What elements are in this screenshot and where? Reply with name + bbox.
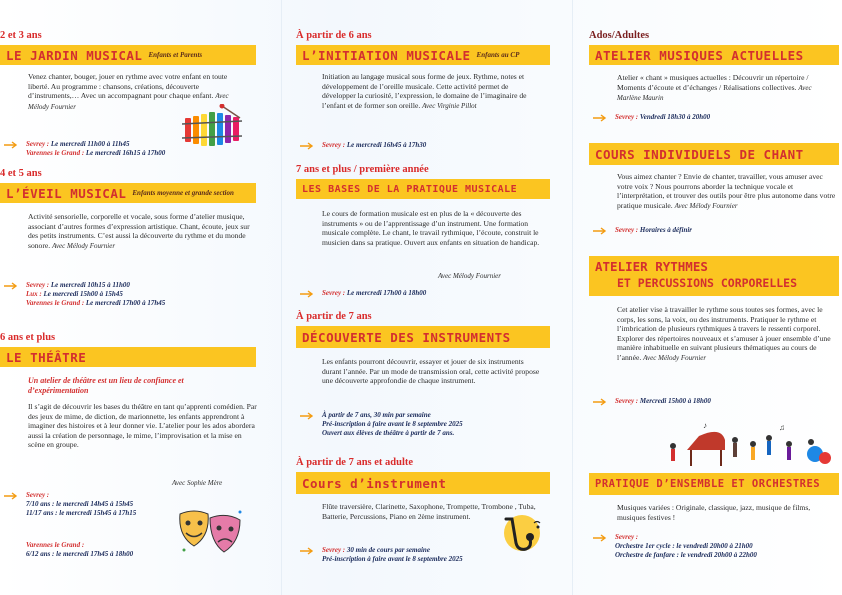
instructor-credit: Avec Mélody Fournier bbox=[674, 201, 738, 210]
schedule: Sevrey : 30 min de cours par semaine Pré-inscription à faire avant le 8 septembre 2025 bbox=[322, 546, 463, 563]
schedule: Sevrey : Le mercredi 16h45 à 17h30 bbox=[322, 141, 427, 149]
section-body: Cet atelier vise à travailler le rythme sous toutes ses formes, avec le corps, les sons, la voix, ou des instruments. Pratiquer le rythme et l’imbrication de plusieurs rythmiques à travers le ressenti corporel. Explorer des répertoires nouveaux et s’amuser à jouer ensemble d’une manière inhabituelle en suivant plusieurs thématiques au cours de l’année. Avec Mélody Fournier bbox=[617, 305, 831, 362]
schedule: Sevrey : Horaires à définir bbox=[615, 226, 693, 234]
panel-divider bbox=[281, 0, 282, 595]
section-subtitle: Enfants moyenne et grande section bbox=[132, 189, 234, 197]
column-middle bbox=[292, 0, 554, 595]
instructor-credit: Avec Sophie Mère bbox=[172, 479, 223, 487]
schedule: Varennes le Grand : 6/12 ans : le mercredi 17h45 à 18h00 bbox=[26, 541, 134, 558]
schedule: Sevrey : Le mercredi 11h00 à 11h45 Varennes le Grand : Le mercredi 16h15 à 17h00 bbox=[26, 140, 166, 157]
section-body: Flûte traversière, Clarinette, Saxophone, Trompette, Trombone , Tuba, Batterie, Percussions, Piano en 2ème instrument. bbox=[322, 502, 536, 521]
arrow-right-icon bbox=[593, 534, 607, 542]
column-right bbox=[585, 0, 842, 595]
section-body: Activité sensorielle, corporelle et vocale, sous forme d’atelier musique, associant d’autres formes d’expression artistique. Chant, écoute, jeux sur des petits instruments. C’est aussi la découverte du rythme et du monde sonore. Avec Mélody Fournier bbox=[28, 212, 250, 250]
section-title: ATELIER MUSIQUES ACTUELLES bbox=[595, 47, 804, 63]
section-title: DÉCOUVERTE DES INSTRUMENTS bbox=[302, 329, 511, 345]
orchestra-musicians-icon bbox=[665, 420, 835, 472]
section-title-band bbox=[296, 326, 550, 348]
arrow-right-icon bbox=[4, 282, 18, 290]
section-title-band bbox=[296, 472, 550, 494]
age-label: 6 ans et plus bbox=[0, 332, 56, 343]
arrow-right-icon bbox=[300, 547, 314, 555]
section-title-band bbox=[0, 183, 256, 203]
arrow-right-icon bbox=[300, 142, 314, 150]
age-label: 2 et 3 ans bbox=[0, 30, 42, 41]
arrow-right-icon bbox=[300, 290, 314, 298]
section-title: Cours d’instrument bbox=[302, 475, 447, 491]
arrow-right-icon bbox=[300, 412, 314, 420]
section-title: LE JARDIN MUSICAL bbox=[6, 47, 143, 63]
section-intro: Un atelier de théâtre est un lieu de confiance et d’expérimentation bbox=[28, 376, 184, 395]
arrow-right-icon bbox=[4, 141, 18, 149]
xylophone-icon bbox=[182, 104, 246, 154]
section-title-band bbox=[0, 45, 256, 65]
section-title: LES BASES DE LA PRATIQUE MUSICALE bbox=[302, 183, 518, 195]
instructor-credit: Avec Virginie Pillot bbox=[422, 101, 477, 110]
age-label: Ados/Adultes bbox=[589, 30, 650, 41]
column-left bbox=[0, 0, 270, 595]
section-title: LE THÉÂTRE bbox=[6, 349, 87, 365]
age-label: À partir de 7 ans et adulte bbox=[296, 457, 414, 468]
section-body: Venez chanter, bouger, jouer en rythme avec votre enfant en toute liberté. Au programme : chansons, créations, découverte d’instruments,… Avec un accompagnant pour chaque enfant. Avec Mélody Fournier bbox=[28, 72, 229, 111]
instructor-credit: Avec Mélody Fournier bbox=[643, 353, 707, 362]
section-body: Atelier « chant » musiques actuelles : Découvrir un répertoire / Moments d’écoute et d’échanges / Réalisations collectives. Avec Marlène Maurin bbox=[617, 73, 812, 103]
arrow-right-icon bbox=[593, 398, 607, 406]
section-title: L’INITIATION MUSICALE bbox=[302, 47, 471, 63]
section-title-band bbox=[589, 143, 839, 165]
age-label: À partir de 7 ans bbox=[296, 311, 372, 322]
instructor-credit: Avec Marlène Maurin bbox=[617, 83, 812, 103]
saxophone-icon bbox=[492, 513, 544, 557]
schedule: Sevrey : 7/10 ans : le mercredi 14h45 à 15h45 11/17 ans : le mercredi 15h45 à 17h15 bbox=[26, 491, 137, 517]
arrow-right-icon bbox=[4, 492, 18, 500]
section-title-band bbox=[589, 256, 839, 296]
svg-text:♫: ♫ bbox=[779, 423, 785, 432]
arrow-right-icon bbox=[593, 227, 607, 235]
section-title: ATELIER RYTHMES bbox=[595, 259, 708, 274]
section-title: L’ÉVEIL MUSICAL bbox=[6, 185, 127, 201]
section-body: Initiation au langage musical sous forme de jeux. Rythme, notes et développement de l’oreille musicale. Cette activité permet de développer la curiosité, l’expression, le domaine de l’imaginaire de l’enfant et de former son oreille. Avec Virginie Pillot bbox=[322, 72, 527, 110]
instructor-credit: Avec Mélody Fournier bbox=[52, 241, 116, 250]
section-body: Le cours de formation musicale est en plus de la « découverte des instruments » ou de l’apprentissage d’un instrument. Une formation musicale complète. Le chant, le travail rythmique, l’écoute, construit le musicien dans sa pratique. Ouvert aux enfants en situation de handicap. bbox=[322, 209, 540, 247]
age-label: 4 et 5 ans bbox=[0, 168, 42, 179]
section-title-band bbox=[296, 45, 550, 65]
instructor-credit: Avec Mélody Fournier bbox=[438, 272, 501, 280]
section-title: ET PERCUSSIONS CORPORELLES bbox=[617, 276, 798, 290]
svg-text:♪: ♪ bbox=[703, 421, 707, 430]
panel-divider bbox=[572, 0, 573, 595]
course-notes: À partir de 7 ans, 30 min par semaine Pré-inscription à faire avant le 8 septembre 2025 Ouvert aux élèves de théâtre à partir de 7 ans. bbox=[322, 411, 463, 437]
arrow-right-icon bbox=[593, 114, 607, 122]
schedule: Sevrey : Le mercredi 10h15 à 11h00 Lux : Le mercredi 15h00 à 15h45 Varennes le Grand : Le mercredi 17h00 à 17h45 bbox=[26, 281, 166, 307]
section-title-band bbox=[589, 473, 839, 495]
section-title-band bbox=[296, 179, 550, 199]
section-body: Vous aimez chanter ? Envie de chanter, travailler, vous amuser avec votre voix ? Nous pourrons aborder la technique vocale et l’interprétation, et trouver des outils pour être plus autonome dans votre pratique musicale. Avec Mélody Fournier bbox=[617, 172, 836, 210]
section-body: Il s’agit de découvrir les bases du théâtre en tant qu’apprenti comédien. Par des jeux de mime, de diction, de marionnette, les enfants apprendront à imaginer des histoires et à leur donner vie. L’atelier pour les ados abordera aussi la création de personnage, le mime, l’improvisation et la mise en scène en groupe. bbox=[28, 402, 257, 450]
schedule: Sevrey : Orchestre 1er cycle : le vendredi 20h00 à 21h00 Orchestre de fanfare : le vendredi 20h00 à 22h00 bbox=[615, 533, 757, 559]
theatre-masks-icon bbox=[176, 506, 246, 556]
schedule: Sevrey : Le mercredi 17h00 à 18h00 bbox=[322, 289, 427, 297]
section-subtitle: Enfants au CP bbox=[476, 51, 520, 59]
section-body: Les enfants pourront découvrir, essayer et jouer de six instruments durant l’année. Par un mode de transmission oral, cette activité propose une découverte approfondie de chaque instrument. bbox=[322, 357, 540, 386]
section-body: Musiques variées : Originale, classique, jazz, musique de films, musiques festives ! bbox=[617, 503, 811, 522]
section-title-band bbox=[589, 45, 839, 65]
section-title: COURS INDIVIDUELS DE CHANT bbox=[595, 146, 804, 162]
age-label: À partir de 6 ans bbox=[296, 30, 372, 41]
schedule: Sevrey : Vendredi 18h30 à 20h00 bbox=[615, 113, 711, 121]
section-title-band bbox=[0, 347, 256, 367]
section-title: PRATIQUE D’ENSEMBLE ET ORCHESTRES bbox=[595, 478, 821, 490]
age-label: 7 ans et plus / première année bbox=[296, 164, 429, 175]
section-subtitle: Enfants et Parents bbox=[148, 51, 203, 59]
instructor-credit: Avec Mélody Fournier bbox=[28, 92, 229, 111]
schedule: Sevrey : Mercredi 15h00 à 18h00 bbox=[615, 397, 711, 405]
